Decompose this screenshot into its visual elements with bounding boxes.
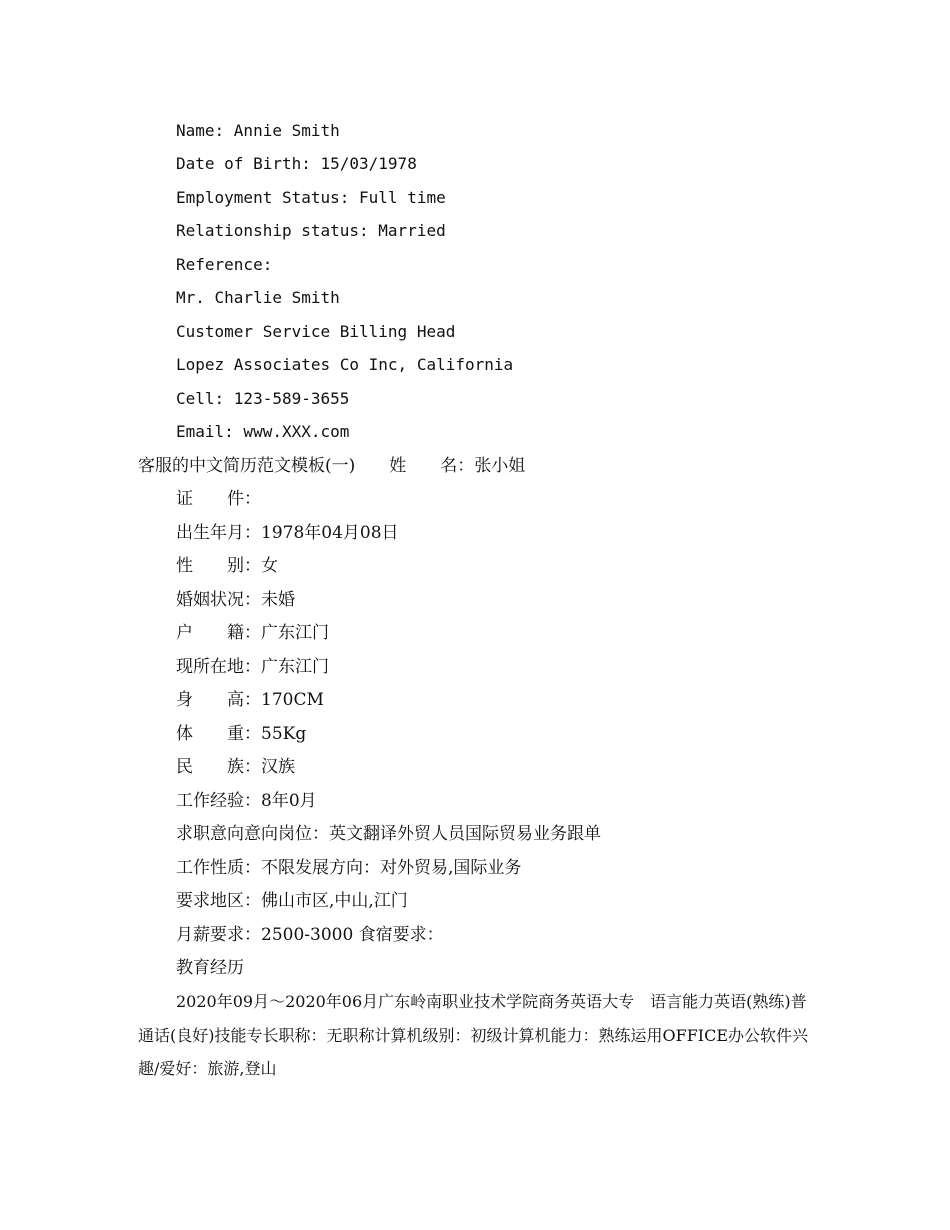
job-nature-line: 工作性质：不限发展方向：对外贸易,国际业务 xyxy=(176,858,522,878)
relationship-status-line: Relationship status: Married xyxy=(176,221,446,240)
education-heading: 教育经历 xyxy=(176,958,244,978)
weight-line: 体 重：55Kg xyxy=(176,724,307,744)
birth-line: 出生年月：1978年04月08日 xyxy=(176,523,399,543)
id-line: 证 件： xyxy=(176,489,261,509)
marital-line: 婚姻状况：未婚 xyxy=(176,590,295,610)
experience-line: 工作经验：8年0月 xyxy=(176,791,317,811)
salary-line: 月薪要求：2500-3000 食宿要求： xyxy=(176,925,444,945)
reference-cell: Cell: 123-589-3655 xyxy=(176,389,350,408)
reference-email: Email: www.XXX.com xyxy=(176,422,350,441)
date-of-birth-line: Date of Birth: 15/03/1978 xyxy=(176,154,417,173)
intention-line: 求职意向意向岗位：英文翻译外贸人员国际贸易业务跟单 xyxy=(176,824,601,844)
name-line: Name: Annie Smith xyxy=(176,121,340,140)
location-line: 现所在地：广东江门 xyxy=(176,657,329,677)
reference-label: Reference: xyxy=(176,255,273,274)
height-line: 身 高：170CM xyxy=(176,690,324,710)
reference-title: Customer Service Billing Head xyxy=(176,322,456,341)
education-paragraph: 2020年09月～2020年06月广东岭南职业技术学院商务英语大专 语言能力英语(熟练)普通话(良好)技能专长职称：无职称计算机级别：初级计算机能力：熟练运用OFFICE办公软件兴趣/爱好：旅游,登山 xyxy=(138,992,809,1078)
gender-line: 性 别：女 xyxy=(176,556,278,576)
hukou-line: 户 籍：广东江门 xyxy=(176,623,329,643)
chinese-template-heading: 客服的中文简历范文模板(一) 姓 名：张小姐 xyxy=(138,456,526,476)
employment-status-line: Employment Status: Full time xyxy=(176,188,446,207)
ethnicity-line: 民 族：汉族 xyxy=(176,757,295,777)
reference-company: Lopez Associates Co Inc, California xyxy=(176,355,514,374)
region-line: 要求地区：佛山市区,中山,江门 xyxy=(176,891,408,911)
reference-name: Mr. Charlie Smith xyxy=(176,288,340,307)
